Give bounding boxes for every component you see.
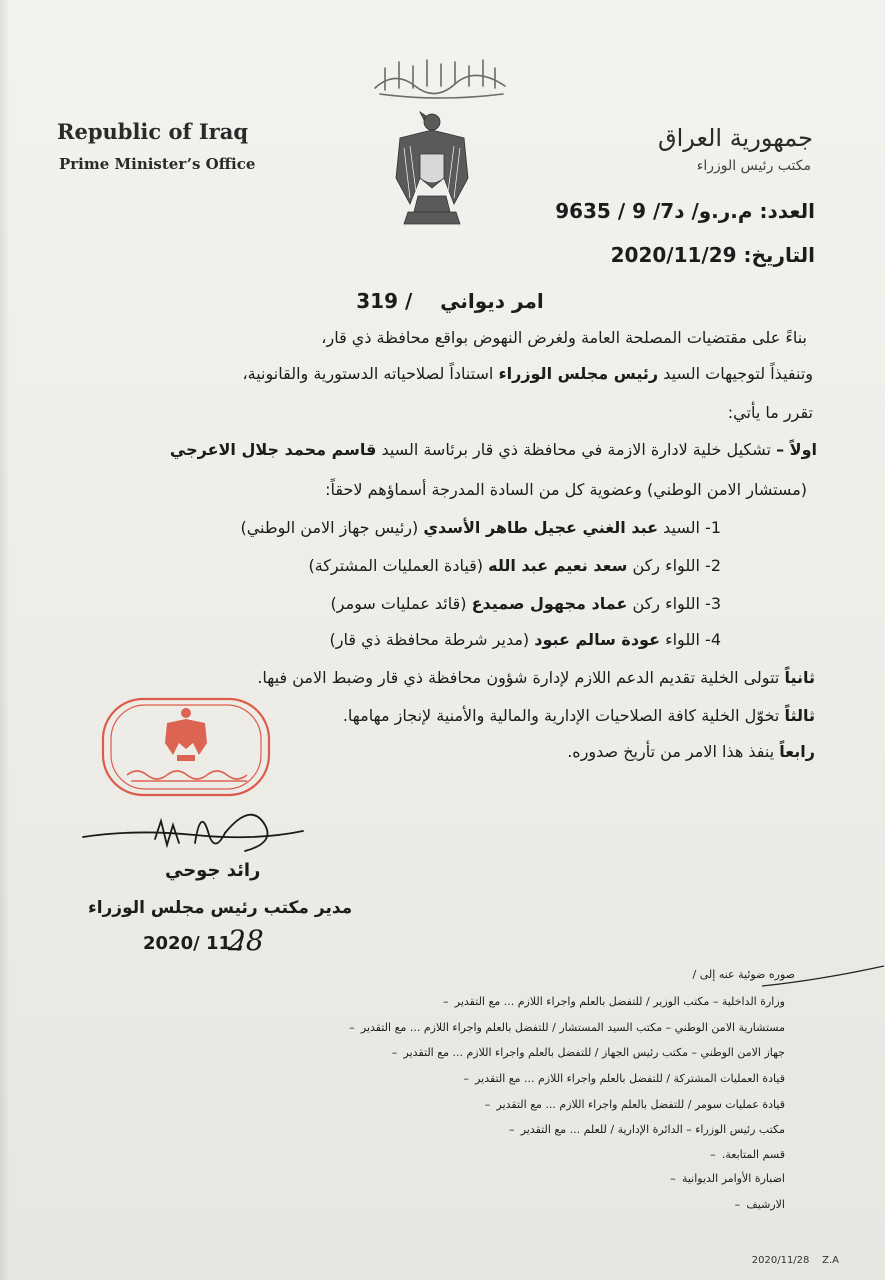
copy-recipient: قسم المتابعة.– — [710, 1148, 785, 1161]
copy-recipient: الارشيف– — [734, 1198, 785, 1211]
clause-first: اولاً – تشكيل خلية لادارة الازمة في محافظة ذي قار برئاسة السيد قاسم محمد جلال الاعرجي — [169, 440, 817, 459]
member-item: 1- السيد عبد الغني عجيل طاهر الأسدي (رئيس جهاز الامن الوطني) — [240, 518, 721, 537]
office-subtitle-ar: مكتب رئيس الوزراء — [696, 158, 811, 174]
member-item: 3- اللواء ركن عماد مجهول صميدع (قائد عمليات سومر) — [330, 594, 721, 613]
iraq-eagle-emblem — [390, 108, 475, 233]
office-subtitle-en: Prime Minister’s Office — [59, 155, 256, 173]
intro-line-3: تقرر ما يأتي: — [727, 403, 813, 422]
clause-fourth-label: رابعاً — [779, 742, 815, 761]
document-date — [611, 243, 815, 267]
copies-heading: صوره ضوئية عنه إلى / — [692, 968, 795, 981]
pen-stroke — [760, 962, 885, 992]
page-edge-shadow — [0, 0, 10, 1280]
prime-minister-title: رئيس مجلس الوزراء — [498, 364, 659, 383]
copy-recipient: قيادة العمليات المشتركة / للتفضل بالعلم واجراء اللازم ... مع التقدير– — [463, 1072, 785, 1085]
copy-recipient: وزارة الداخلية – مكتب الوزير / للتفضل بالعلم واجراء اللازم ... مع التقدير– — [443, 995, 785, 1008]
handwritten-signature — [75, 795, 305, 865]
republic-title-en: Republic of Iraq — [57, 119, 249, 144]
clause-third: ثالثاً تخوّل الخلية كافة الصلاحيات الإدارية والمالية والأمنية لإنجاز مهامها. — [342, 706, 815, 725]
intro-line-1: بناءً على مقتضيات المصلحة العامة ولغرض النهوض بواقع محافظة ذي قار، — [321, 328, 807, 347]
signer-title: مدير مكتب رئيس مجلس الوزراء — [88, 898, 353, 918]
footer-code — [752, 1255, 839, 1266]
basmala-calligraphy — [365, 50, 515, 100]
member-item: 2- اللواء ركن سعد نعيم عبد الله (قيادة العمليات المشتركة) — [308, 556, 721, 575]
signature-date-printed: 2020/ 11 / — [143, 933, 244, 954]
copy-recipient: اضبارة الأوامر الديوانية– — [670, 1172, 785, 1185]
date-value: 2020/11/29 — [610, 243, 737, 267]
reference-value: م.ر.و/ د7/ 9 / 9635 — [555, 199, 753, 223]
intro-line-2: وتنفيذاً لتوجيهات السيد رئيس مجلس الوزراء استناداً لصلاحياته الدستورية والقانونية، — [242, 364, 813, 383]
clause-first-label: اولاً – — [776, 440, 817, 459]
handwritten-day: 28 — [228, 924, 264, 957]
member-name: عبد الغني عجيل طاهر الأسدي — [423, 518, 659, 537]
clause-third-label: ثالثاً — [784, 706, 815, 725]
member-item: 4- اللواء عودة سالم عبود (مدير شرطة محافظة ذي قار) — [329, 630, 721, 649]
clause-fourth: رابعاً ينفذ هذا الامر من تأريخ صدوره. — [567, 742, 815, 761]
copy-recipient: جهاز الامن الوطني – مكتب رئيس الجهاز / للتفضل بالعلم واجراء اللازم ... مع التقدير– — [391, 1046, 785, 1059]
clause-second: ثانياً تتولى الخلية تقديم الدعم اللازم لإدارة شؤون محافظة ذي قار وضبط الامن فيها. — [257, 668, 815, 687]
copy-recipient: قيادة عمليات سومر / للتفضل بالعلم واجراء اللازم ... مع التقدير– — [484, 1098, 785, 1111]
order-title-label: امر ديواني — [440, 289, 544, 313]
signer-name: رائد جوحي — [165, 860, 261, 881]
republic-title-ar: جمهورية العراق — [657, 124, 813, 152]
member-name: عماد مجهول صميدع — [471, 594, 628, 613]
copy-recipient: مستشارية الامن الوطني – مكتب السيد المستشار / للتفضل بالعلم واجراء اللازم ... مع التقدير– — [349, 1021, 785, 1034]
clause-second-label: ثانياً — [784, 668, 815, 687]
clause-first-line-2: (مستشار الامن الوطني) وعضوية كل من السادة المدرجة أسماؤهم لاحقاً: — [325, 480, 807, 499]
official-stamp — [97, 695, 277, 800]
copy-recipient: مكتب رئيس الوزراء – الدائرة الإدارية / للعلم ... مع التقدير– — [508, 1123, 785, 1136]
date-label: التاريخ: — [743, 243, 815, 267]
footer-date: 2020/11/28 — [751, 1255, 810, 1266]
reference-number — [555, 199, 815, 223]
reference-label: العدد: — [759, 199, 815, 223]
member-name: عودة سالم عبود — [534, 630, 660, 649]
chair-name: قاسم محمد جلال الاعرجي — [169, 440, 377, 459]
member-name: سعد نعيم عبد الله — [488, 556, 628, 575]
footer-initials: Z.A — [822, 1255, 839, 1266]
order-number: / 319 — [356, 289, 413, 313]
order-title — [340, 289, 560, 313]
